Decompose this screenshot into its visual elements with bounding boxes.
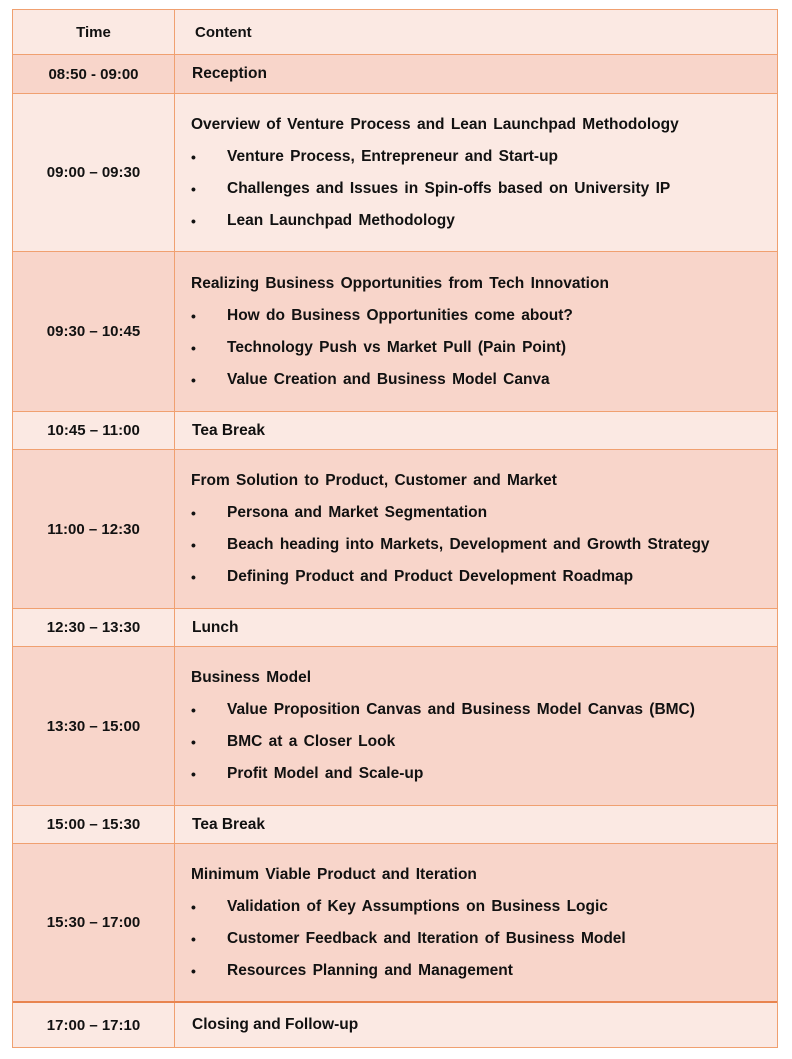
list-item — [191, 758, 777, 790]
agenda-row-lunch — [13, 609, 777, 647]
time-cell: 11:00 – 12:30 — [13, 450, 175, 608]
bullet-icon: • — [191, 734, 196, 750]
time-cell: 09:30 – 10:45 — [13, 252, 175, 411]
content-title: Lunch — [192, 618, 239, 636]
agenda-row-solution — [13, 450, 777, 609]
list-item-text: Lean Launchpad Methodology — [227, 211, 455, 229]
bullet-icon: • — [191, 212, 196, 229]
list-item — [191, 694, 777, 726]
time-cell: 12:30 – 13:30 — [13, 609, 175, 646]
content-cell — [175, 647, 777, 805]
content-cell — [175, 252, 777, 411]
content-title: Tea Break — [192, 815, 265, 833]
list-item — [191, 497, 777, 529]
header-content: Content — [195, 23, 252, 41]
content-cell — [175, 94, 777, 251]
content-title: Reception — [192, 65, 267, 82]
content-title: Overview of Venture Process and Lean Launchpad Methodology — [191, 115, 679, 133]
agenda-row-overview — [13, 94, 777, 252]
bullet-icon: • — [191, 148, 196, 165]
list-item — [191, 141, 777, 173]
agenda-table — [12, 9, 778, 1048]
list-item-text: Venture Process, Entrepreneur and Start-up — [227, 147, 559, 165]
list-item — [191, 891, 777, 923]
list-item — [191, 726, 777, 758]
agenda-row-mvp — [13, 844, 777, 1003]
list-item — [191, 205, 777, 237]
list-item-text: How do Business Opportunities come about? — [227, 306, 573, 324]
list-item-text: Persona and Market Segmentation — [227, 504, 488, 521]
list-item-text: BMC at a Closer Look — [227, 733, 396, 750]
header-time: Time — [13, 10, 175, 54]
content-title: Realizing Business Opportunities from Tech Innovation — [191, 274, 609, 292]
list-item-text: Value Creation and Business Model Canva — [227, 370, 550, 388]
content-title: Minimum Viable Product and Iteration — [191, 865, 477, 883]
list-item-text: Beach heading into Markets, Development and Growth Strategy — [227, 536, 710, 553]
list-item-text: Resources Planning and Management — [227, 961, 513, 979]
bullet-icon: • — [191, 180, 196, 197]
content-cell — [175, 844, 777, 1001]
list-item-text: Customer Feedback and Iteration of Business Model — [227, 929, 626, 947]
list-item — [191, 364, 777, 396]
bullet-icon: • — [191, 569, 196, 585]
list-item — [191, 955, 777, 987]
content-title: Business Model — [191, 669, 311, 686]
list-item — [191, 923, 777, 955]
time-cell: 10:45 – 11:00 — [13, 412, 175, 449]
list-item-text: Value Proposition Canvas and Business Model Canvas (BMC) — [227, 701, 695, 718]
list-item-text: Defining Product and Product Development Roadmap — [227, 568, 634, 585]
time-cell: 15:30 – 17:00 — [13, 844, 175, 1001]
agenda-row-closing — [13, 1003, 777, 1047]
agenda-row-tea-break — [13, 412, 777, 450]
list-item — [191, 173, 777, 205]
list-item — [191, 332, 777, 364]
list-item — [191, 300, 777, 332]
content-cell — [175, 450, 777, 608]
time-cell: 17:00 – 17:10 — [13, 1003, 175, 1047]
list-item-text: Technology Push vs Market Pull (Pain Point) — [227, 338, 566, 356]
bullet-icon: • — [191, 371, 196, 388]
bullet-icon: • — [191, 930, 196, 947]
bullet-icon: • — [191, 962, 196, 979]
list-item-text: Validation of Key Assumptions on Business Logic — [227, 897, 608, 915]
time-cell: 13:30 – 15:00 — [13, 647, 175, 805]
agenda-row-reception — [13, 55, 777, 94]
header-row — [13, 10, 777, 55]
content-title: Tea Break — [192, 421, 265, 439]
list-item-text: Challenges and Issues in Spin-offs based on University IP — [227, 179, 671, 197]
list-item — [191, 561, 777, 593]
time-cell: 09:00 – 09:30 — [13, 94, 175, 251]
list-item — [191, 529, 777, 561]
content-title: From Solution to Product, Customer and Market — [191, 472, 557, 489]
list-item-text: Profit Model and Scale-up — [227, 765, 424, 782]
time-cell: 15:00 – 15:30 — [13, 806, 175, 843]
agenda-row-business-model — [13, 647, 777, 806]
bullet-icon: • — [191, 339, 196, 356]
content-title: Closing and Follow-up — [192, 1016, 359, 1033]
bullet-icon: • — [191, 898, 196, 915]
agenda-row-opportunities — [13, 252, 777, 412]
bullet-icon: • — [191, 307, 196, 324]
agenda-row-tea-break-2 — [13, 806, 777, 844]
bullet-icon: • — [191, 766, 196, 782]
bullet-icon: • — [191, 537, 196, 553]
bullet-icon: • — [191, 505, 196, 521]
bullet-icon: • — [191, 702, 196, 718]
time-cell: 08:50 - 09:00 — [13, 55, 175, 93]
